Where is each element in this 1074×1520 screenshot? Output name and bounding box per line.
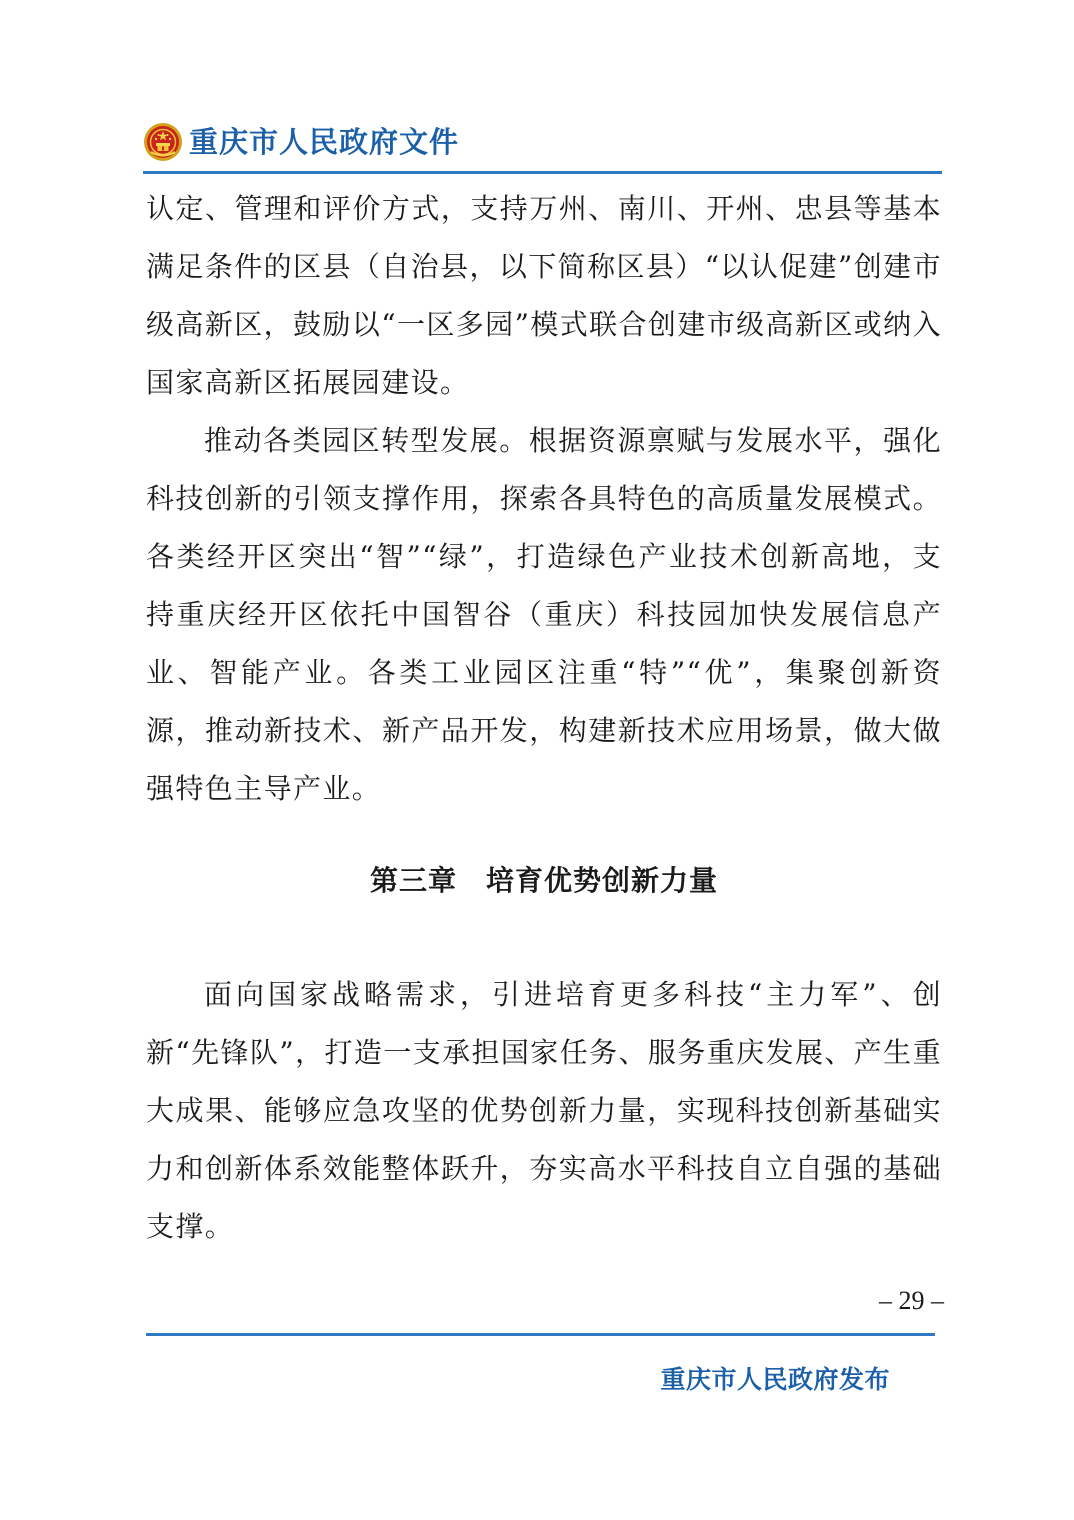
national-emblem-icon [143, 122, 183, 162]
paragraph-park-transformation: 推动各类园区转型发展。根据资源禀赋与发展水平，强化科技创新的引领支撑作用，探索各具特色的高质量发展模式。各类经开区突出“智”“绿”，打造绿色产业技术创新高地，支持重庆经开区依托中国智谷（重庆）科技园加快发展信息产业、智能产业。各类工业园区注重“特”“优”，集聚创新资源，推动新技术、新产品开发，构建新技术应用场景，做大做强特色主导产业。 [146, 424, 942, 805]
footer-divider [146, 1333, 935, 1336]
header-divider [143, 171, 942, 174]
chapter-title: 第三章 培育优势创新力量 [369, 864, 718, 897]
chapter-body [146, 966, 942, 1256]
paragraph-chapter-intro: 面向国家战略需求，引进培育更多科技“主力军”、创新“先锋队”，打造一支承担国家任务、服务重庆发展、产生重大成果、能够应急攻坚的优势创新力量，实现科技创新基础实力和创新体系效能整体跃升，夯实高水平科技自立自强的基础支撑。 [146, 978, 942, 1243]
footer-publisher: 重庆市人民政府发布 [660, 1365, 890, 1394]
paragraph-continued: 认定、管理和评价方式，支持万州、南川、开州、忠县等基本满足条件的区县（自治县，以下简称区县）“以认促建”创建市级高新区，鼓励以“一区多园”模式联合创建市级高新区或纳入国家高新区拓展园建设。 [146, 192, 942, 399]
header-title: 重庆市人民政府文件 [189, 125, 460, 159]
body-section [146, 180, 942, 818]
document-header [143, 118, 943, 170]
page-number: – 29 – [879, 1286, 944, 1315]
